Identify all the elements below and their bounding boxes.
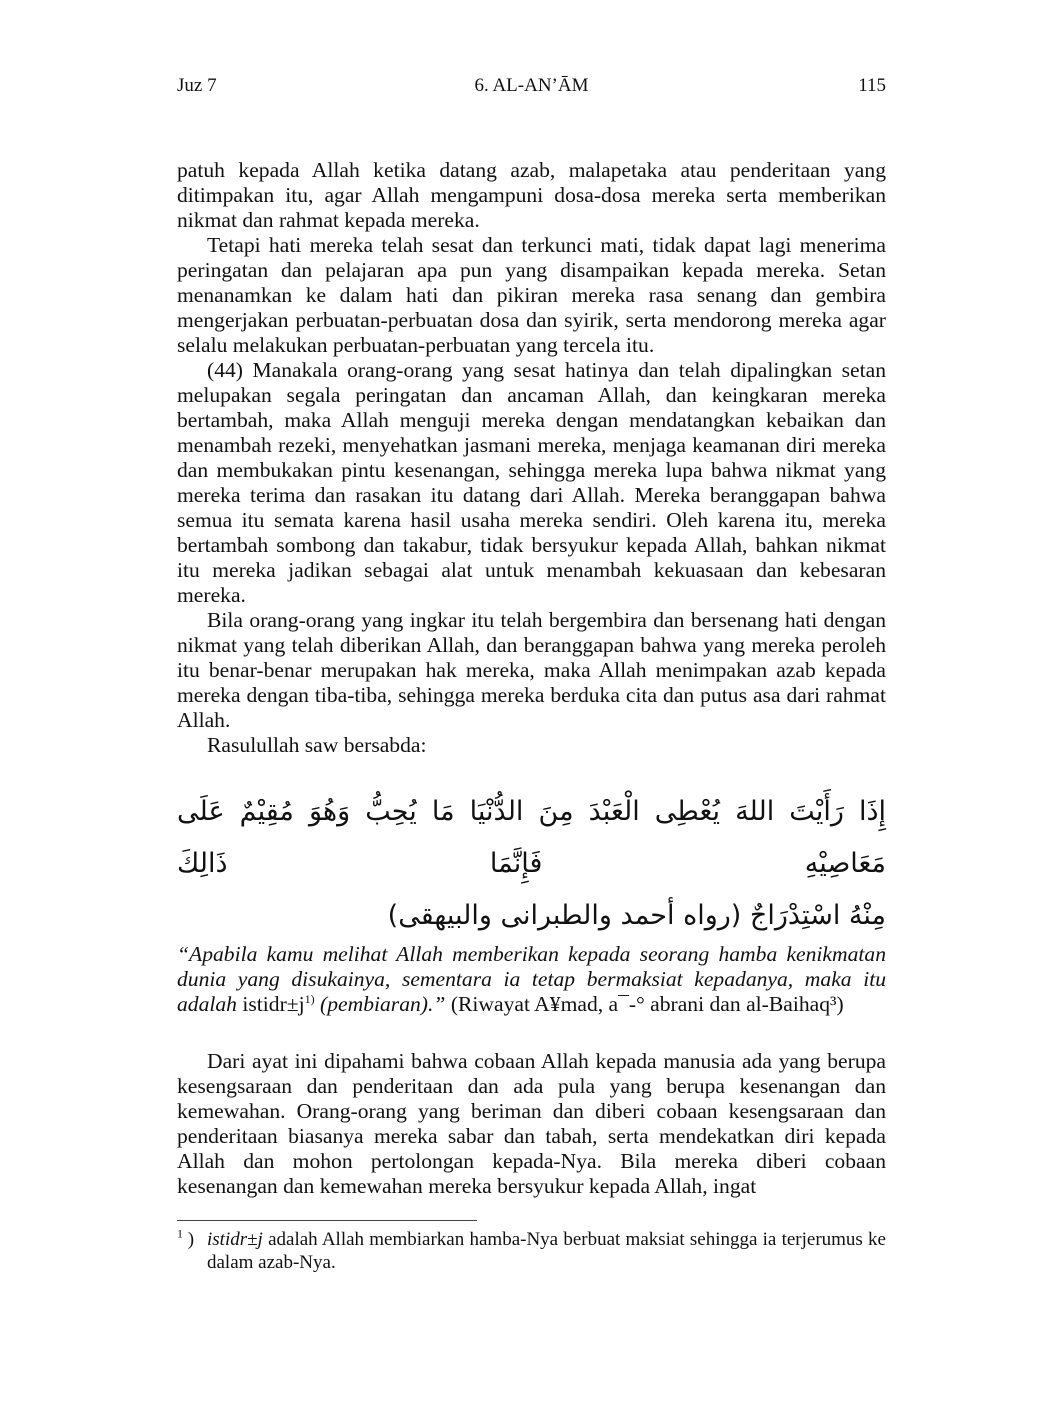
translation-italic-part-1: “Apabila kamu melihat Allah memberikan kepada seorang hamba kenikmatan dunia yang disukainya, sementara ia tetap bermaksiat kepadanya, maka itu adalah [177,942,886,1016]
paragraph-continued: patuh kepada Allah ketika datang azab, malapetaka atau penderitaan yang ditimpakan itu, agar Allah mengampuni dosa-dosa mereka serta memberikan nikmat dan rahmat kepada mereka. [177,158,886,232]
running-header [177,75,886,103]
footnote-paren: ) [187,1229,195,1250]
hadith-source: (Riwayat A¥mad, a¯-° abrani dan al-Baihaq³) [450,992,844,1016]
main-text [177,158,886,1199]
footnote [177,1228,886,1274]
footnote-text: adalah Allah membiarkan hamba-Nya berbuat maksiat sehingga ia terjerumus ke dalam azab-Nya. [207,1229,886,1273]
paragraph: Bila orang-orang yang ingkar itu telah bergembira dan bersenang hati dengan nikmat yang telah diberikan Allah, dan beranggapan bahwa yang mereka peroleh itu benar-benar merupakan hak mereka, maka Allah menimpakan azab kepada mereka dengan tiba-tiba, sehingga mereka berduka cita dan putus asa dari rahmat Allah. [177,608,886,732]
surah-title: 6. AL-AN’ĀM [474,75,589,96]
hadith-translation [177,942,886,1017]
hadith-arabic-line-2: مِنْهُ اسْتِدْرَاجٌ (رواه أحمد والطبرانى والبيهقى) [387,900,886,931]
footnote-mark [177,1228,194,1251]
page-number: 115 [858,75,886,96]
paragraph-verse-44: (44) Manakala orang-orang yang sesat hatinya dan telah dipalingkan setan melupakan segala peringatan dan ancaman Allah, dan keingkaran mereka bertambah, maka Allah menguji mereka dengan mendatangkan kebaikan dan menambah rezeki, menyehatkan jasmani mereka, menjaga keamanan diri mereka dan membukakan pintu kesenangan, sehingga mereka lupa bahwa nikmat yang mereka terima dan rasakan itu datang dari Allah. Mereka beranggapan bahwa semua itu semata karena hasil usaha mereka sendiri. Oleh karena itu, mereka bertambah sombong dan takabur, tidak bersyukur kepada Allah, bahkan nikmat itu mereka jadikan sebagai alat untuk menambah kekuasaan dan kebesaran mereka. [177,358,886,607]
footnote-body [177,1228,886,1274]
footnote-divider [177,1220,477,1221]
hadith-arabic [177,786,886,942]
translation-term: istidr±j [242,992,305,1016]
footnote-ref: 1) [304,991,315,1006]
footnote-number: 1 [177,1226,183,1241]
spacer [177,1017,886,1049]
footnote-term: istidr±j [207,1229,263,1250]
paragraph: Tetapi hati mereka telah sesat dan terkunci mati, tidak dapat lagi menerima peringatan dan pelajaran apa pun yang disampaikan kepada mereka. Setan menanamkan ke dalam hati dan pikiran mereka rasa senang dan gembira mengerjakan perbuatan-perbuatan dosa dan syirik, serta mendorong mereka agar selalu melakukan perbuatan-perbuatan yang tercela itu. [177,233,886,357]
juz-label: Juz 7 [177,75,217,96]
hadith-intro: Rasulullah saw bersabda: [207,733,427,757]
hadith-arabic-line-1: إِذَا رَأَيْتَ اللهَ يُعْطِى الْعَبْدَ مِنَ الدُّنْيَا مَا يُحِبُّ وَهُوَ مُقِيْمٌ عَلَى مَعَاصِيْهِ فَإِنَّمَا ذَالِكَ [177,796,886,879]
paragraph: Dari ayat ini dipahami bahwa cobaan Allah kepada manusia ada yang berupa kesengsaraan dan penderitaan dan ada pula yang berupa kesenangan dan kemewahan. Orang-orang yang beriman dan diberi cobaan kesengsaraan dan penderitaan biasanya mereka sabar dan tabah, serta mendekatkan diri kepada Allah dan mohon pertolongan kepada-Nya. Bila mereka diberi cobaan kesenangan dan kemewahan mereka bersyukur kepada Allah, ingat [177,1049,886,1198]
translation-italic-part-2: (pembiaran).” [320,992,446,1016]
